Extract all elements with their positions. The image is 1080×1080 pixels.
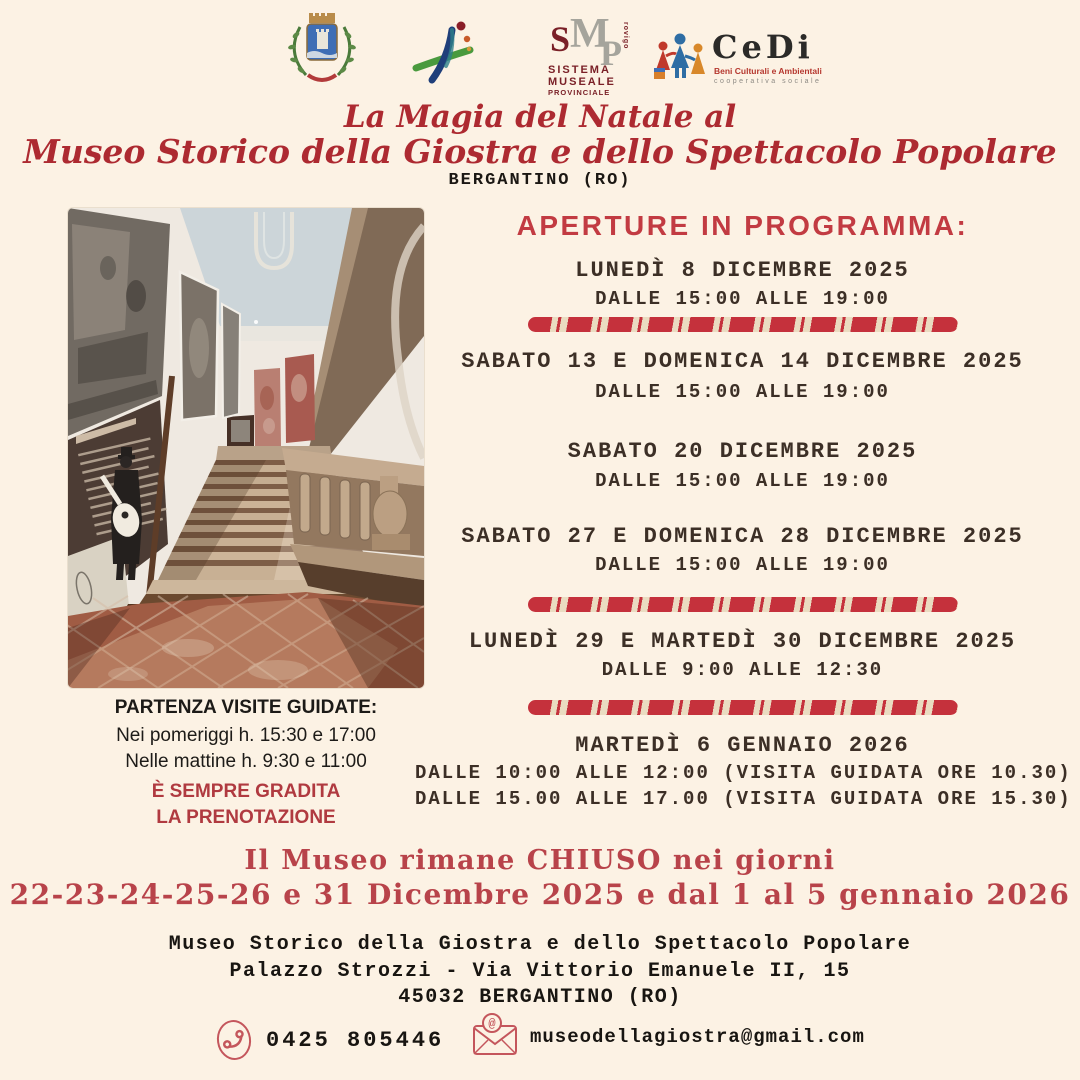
booking-note-line2: LA PRENOTAZIONE	[156, 807, 336, 828]
event-title-line1: La Magia del Natale al	[343, 99, 737, 135]
schedule-entry-title: MARTEDÌ 6 GENNAIO 2026	[575, 733, 910, 758]
schedule-entry-title: LUNEDÌ 8 DICEMBRE 2025	[575, 258, 910, 283]
museum-staircase-photo	[68, 208, 424, 688]
comune-bergantino-coat-of-arms	[286, 13, 358, 93]
schedule-heading: APERTURE IN PROGRAMMA:	[516, 210, 969, 241]
schedule-entry-title: LUNEDÌ 29 E MARTEDÌ 30 DICEMBRE 2025	[468, 629, 1017, 654]
smp-text-museale: MUSEALE	[548, 76, 616, 88]
guided-visits-afternoon: Nei pomeriggi h. 15:30 e 17:00	[116, 725, 376, 746]
email-address: museodellagiostra@gmail.com	[530, 1026, 865, 1048]
cedi-subtitle-2: cooperativa sociale	[714, 78, 822, 85]
cedi-wordmark: CeDi	[712, 28, 814, 66]
schedule-entry-title: SABATO 27 E DOMENICA 28 DICEMBRE 2025	[461, 524, 1024, 549]
schedule-entry-time: DALLE 10:00 ALLE 12:00 (VISITA GUIDATA ORE 10.30)	[415, 762, 1072, 784]
mural-crown	[309, 13, 335, 23]
smp-text-provinciale: PROVINCIALE	[548, 88, 611, 97]
smp-letter-m: M	[570, 11, 610, 57]
shield	[307, 24, 337, 60]
ribbon	[308, 75, 336, 80]
phone-number: 0425 805446	[266, 1028, 445, 1053]
provincia-rovigo-logo	[408, 16, 484, 92]
event-title-line2: Museo Storico della Giostra e dello Spettacolo Popolare	[23, 132, 1057, 171]
schedule-entry-time: DALLE 15:00 ALLE 19:00	[595, 381, 890, 403]
schedule-entry-time: DALLE 15:00 ALLE 19:00	[595, 288, 890, 310]
schedule-entry-title: SABATO 13 E DOMENICA 14 DICEMBRE 2025	[461, 349, 1024, 374]
smp-letter-p: P	[600, 33, 622, 73]
footer-museum-name: Museo Storico della Giostra e dello Spettacolo Popolare	[168, 933, 912, 956]
smp-vertical-label: rovigo	[622, 22, 629, 50]
schedule-entry-time: DALLE 15:00 ALLE 19:00	[595, 470, 890, 492]
footer-address: Palazzo Strozzi - Via Vittorio Emanuele II, 15	[229, 960, 851, 983]
cedi-logo	[652, 26, 822, 92]
cedi-figures-icon	[652, 30, 710, 92]
booking-note-line1: È SEMPRE GRADITA	[151, 781, 341, 802]
schedule-entry-title: SABATO 20 DICEMBRE 2025	[567, 439, 918, 464]
guided-visits-morning: Nelle mattine h. 9:30 e 11:00	[125, 751, 367, 772]
candy-cane-divider	[528, 597, 958, 612]
footer-city: 45032 BERGANTINO (RO)	[398, 986, 682, 1009]
phone-icon	[214, 1018, 254, 1062]
smp-text-sistema: SISTEMA	[548, 64, 611, 76]
schedule-entry-time: DALLE 9:00 ALLE 12:30	[601, 659, 884, 681]
closed-notice-line1: Il Museo rimane CHIUSO nei giorni	[244, 845, 836, 876]
schedule-entry-time: DALLE 15:00 ALLE 19:00	[595, 554, 890, 576]
guided-visits-heading: PARTENZA VISITE GUIDATE:	[114, 697, 378, 718]
location-label: BERGANTINO (RO)	[448, 171, 632, 190]
candy-cane-divider	[528, 700, 958, 715]
schedule-entry-time: DALLE 15.00 ALLE 17.00 (VISITA GUIDATA ORE 15.30)	[415, 788, 1072, 810]
svg-text:@: @	[488, 1017, 496, 1031]
envelope-at-icon	[466, 1012, 522, 1062]
cedi-subtitle: Beni Culturali e Ambientali	[714, 66, 822, 76]
closed-notice-line2: 22-23-24-25-26 e 31 Dicembre 2025 e dal 1 al 5 gennaio 2026	[9, 878, 1071, 911]
candy-cane-divider	[528, 317, 958, 332]
schedule-column	[415, 208, 1070, 820]
staircase-illustration	[68, 208, 424, 688]
smp-letter-s: S	[550, 19, 571, 59]
sistema-museale-provinciale-logo	[548, 11, 648, 97]
